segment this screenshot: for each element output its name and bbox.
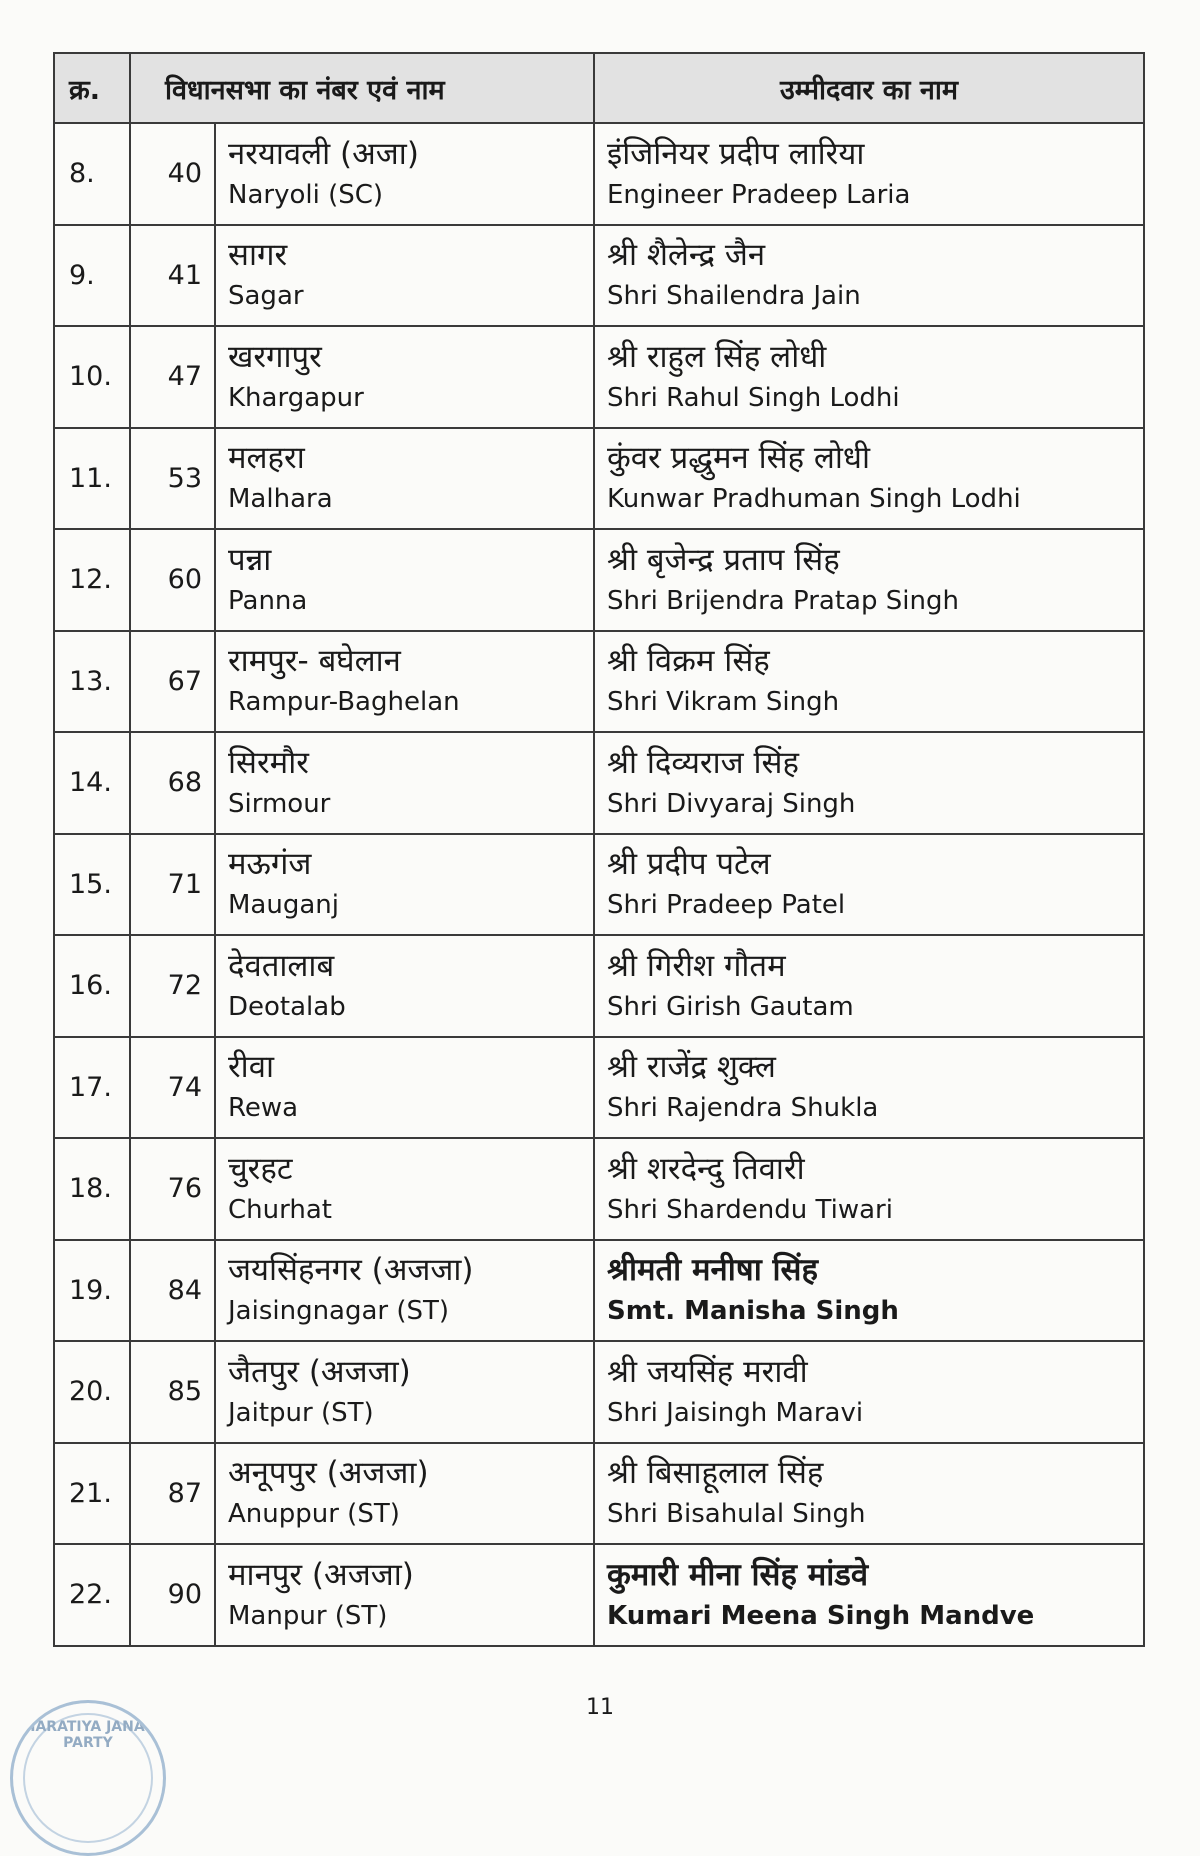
- constituency-number: 87: [130, 1443, 215, 1545]
- table-row: [54, 935, 1144, 1037]
- constituency-number: 84: [130, 1240, 215, 1342]
- constituency-name-english: Manpur (ST): [228, 1600, 388, 1631]
- constituency-name-english: Malhara: [228, 484, 333, 515]
- constituency-name-hindi: रामपुर- बघेलान: [228, 643, 401, 680]
- row-serial: 13.: [54, 631, 130, 733]
- candidate-name-english: Shri Girish Gautam: [607, 991, 854, 1022]
- constituency-name-english: Mauganj: [228, 890, 339, 921]
- constituency-name-hindi: खरगापुर: [228, 338, 322, 375]
- table-body: [54, 123, 1144, 1646]
- candidate-name-english: Smt. Manisha Singh: [607, 1296, 899, 1327]
- candidate-name-english: Shri Vikram Singh: [607, 687, 840, 718]
- candidate-table: [53, 52, 1145, 1647]
- table-row: [54, 1138, 1144, 1240]
- table-row: [54, 1240, 1144, 1342]
- candidate-name-english: Shri Shardendu Tiwari: [607, 1194, 893, 1225]
- constituency-name-english: Anuppur (ST): [228, 1499, 400, 1530]
- candidate-name-hindi: श्री शैलेन्द्र जैन: [607, 237, 766, 274]
- constituency-cell: [215, 1443, 594, 1545]
- constituency-cell: [215, 834, 594, 936]
- candidate-cell: [594, 529, 1144, 631]
- seal-text: BHARATIYA JANATA PARTY: [13, 1719, 163, 1751]
- candidate-name-english: Kumari Meena Singh Mandve: [607, 1600, 1035, 1631]
- table-row: [54, 529, 1144, 631]
- candidate-name-hindi: श्री राहुल सिंह लोधी: [607, 338, 827, 375]
- constituency-name-hindi: रीवा: [228, 1049, 274, 1086]
- row-serial: 12.: [54, 529, 130, 631]
- constituency-name-english: Khargapur: [228, 382, 364, 413]
- candidate-name-english: Kunwar Pradhuman Singh Lodhi: [607, 484, 1021, 515]
- candidate-name-hindi: श्री जयसिंह मरावी: [607, 1353, 808, 1390]
- constituency-name-english: Naryoli (SC): [228, 179, 384, 210]
- constituency-number: 71: [130, 834, 215, 936]
- row-serial: 19.: [54, 1240, 130, 1342]
- party-seal-stamp: [10, 1700, 166, 1856]
- constituency-name-english: Jaitpur (ST): [228, 1397, 374, 1428]
- row-serial: 21.: [54, 1443, 130, 1545]
- constituency-name-hindi: पन्ना: [228, 541, 272, 578]
- row-serial: 20.: [54, 1341, 130, 1443]
- candidate-cell: [594, 1037, 1144, 1139]
- candidate-cell: [594, 225, 1144, 327]
- candidate-name-english: Shri Brijendra Pratap Singh: [607, 585, 959, 616]
- constituency-cell: [215, 225, 594, 327]
- candidate-name-english: Shri Shailendra Jain: [607, 281, 861, 312]
- candidate-cell: [594, 1240, 1144, 1342]
- candidate-cell: [594, 732, 1144, 834]
- constituency-name-hindi: मानपुर (अजजा): [228, 1556, 414, 1593]
- candidate-cell: [594, 326, 1144, 428]
- constituency-name-english: Rampur-Baghelan: [228, 687, 460, 718]
- constituency-cell: [215, 428, 594, 530]
- constituency-name-hindi: अनूपपुर (अजजा): [228, 1455, 429, 1492]
- constituency-name-hindi: मऊगंज: [228, 846, 312, 883]
- constituency-cell: [215, 1138, 594, 1240]
- candidate-name-hindi: कुंवर प्रद्धुमन सिंह लोधी: [607, 440, 871, 477]
- header-serial: क्र.: [54, 53, 130, 123]
- constituency-name-english: Deotalab: [228, 991, 346, 1022]
- constituency-number: 47: [130, 326, 215, 428]
- table-row: [54, 834, 1144, 936]
- header-candidate: उम्मीदवार का नाम: [594, 53, 1144, 123]
- candidate-name-english: Shri Rahul Singh Lodhi: [607, 382, 900, 413]
- constituency-name-hindi: चुरहट: [228, 1150, 293, 1187]
- table-row: [54, 1341, 1144, 1443]
- candidate-name-hindi: श्रीमती मनीषा सिंह: [607, 1252, 818, 1289]
- constituency-cell: [215, 123, 594, 225]
- constituency-cell: [215, 935, 594, 1037]
- table-row: [54, 1544, 1144, 1646]
- table-row: [54, 631, 1144, 733]
- candidate-name-hindi: श्री विक्रम सिंह: [607, 643, 770, 680]
- row-serial: 18.: [54, 1138, 130, 1240]
- constituency-cell: [215, 732, 594, 834]
- constituency-number: 41: [130, 225, 215, 327]
- constituency-name-hindi: सिरमौर: [228, 744, 309, 781]
- constituency-cell: [215, 1240, 594, 1342]
- candidate-name-english: Engineer Pradeep Laria: [607, 179, 911, 210]
- row-serial: 15.: [54, 834, 130, 936]
- constituency-name-hindi: नरयावली (अजा): [228, 135, 419, 172]
- constituency-cell: [215, 1544, 594, 1646]
- candidate-cell: [594, 631, 1144, 733]
- candidate-list-page: [53, 52, 1143, 1647]
- candidate-name-hindi: श्री प्रदीप पटेल: [607, 846, 771, 883]
- row-serial: 11.: [54, 428, 130, 530]
- row-serial: 10.: [54, 326, 130, 428]
- constituency-name-hindi: देवतालाब: [228, 947, 335, 984]
- page-number: 11: [586, 1695, 614, 1720]
- constituency-name-english: Churhat: [228, 1194, 332, 1225]
- candidate-name-hindi: श्री शरदेन्दु तिवारी: [607, 1150, 805, 1187]
- constituency-cell: [215, 631, 594, 733]
- candidate-name-hindi: श्री गिरीश गौतम: [607, 947, 786, 984]
- constituency-number: 85: [130, 1341, 215, 1443]
- table-row: [54, 1443, 1144, 1545]
- candidate-name-hindi: श्री बृजेन्द्र प्रताप सिंह: [607, 541, 840, 578]
- candidate-cell: [594, 1544, 1144, 1646]
- constituency-number: 53: [130, 428, 215, 530]
- table-row: [54, 326, 1144, 428]
- table-header-row: [54, 53, 1144, 123]
- candidate-cell: [594, 935, 1144, 1037]
- candidate-name-hindi: श्री राजेंद्र शुक्ल: [607, 1049, 776, 1086]
- constituency-cell: [215, 326, 594, 428]
- constituency-number: 68: [130, 732, 215, 834]
- constituency-cell: [215, 529, 594, 631]
- constituency-name-english: Sirmour: [228, 788, 331, 819]
- constituency-number: 67: [130, 631, 215, 733]
- table-row: [54, 123, 1144, 225]
- constituency-number: 90: [130, 1544, 215, 1646]
- candidate-name-english: Shri Jaisingh Maravi: [607, 1397, 864, 1428]
- constituency-number: 60: [130, 529, 215, 631]
- constituency-cell: [215, 1341, 594, 1443]
- candidate-name-hindi: कुमारी मीना सिंह मांडवे: [607, 1556, 869, 1593]
- candidate-name-english: Shri Rajendra Shukla: [607, 1093, 879, 1124]
- table-row: [54, 732, 1144, 834]
- constituency-cell: [215, 1037, 594, 1139]
- constituency-name-hindi: सागर: [228, 237, 288, 274]
- candidate-name-english: Shri Bisahulal Singh: [607, 1499, 866, 1530]
- row-serial: 22.: [54, 1544, 130, 1646]
- constituency-name-hindi: जैतपुर (अजजा): [228, 1353, 411, 1390]
- row-serial: 16.: [54, 935, 130, 1037]
- constituency-name-english: Jaisingnagar (ST): [228, 1296, 450, 1327]
- constituency-number: 74: [130, 1037, 215, 1139]
- constituency-name-hindi: मलहरा: [228, 440, 305, 477]
- constituency-number: 40: [130, 123, 215, 225]
- header-constituency: विधानसभा का नंबर एवं नाम: [130, 53, 594, 123]
- candidate-cell: [594, 834, 1144, 936]
- constituency-name-english: Sagar: [228, 281, 304, 312]
- constituency-name-hindi: जयसिंहनगर (अजजा): [228, 1252, 474, 1289]
- candidate-name-english: Shri Pradeep Patel: [607, 890, 846, 921]
- table-row: [54, 428, 1144, 530]
- candidate-name-hindi: इंजिनियर प्रदीप लारिया: [607, 135, 865, 172]
- candidate-cell: [594, 1443, 1144, 1545]
- constituency-number: 72: [130, 935, 215, 1037]
- candidate-cell: [594, 123, 1144, 225]
- table-row: [54, 1037, 1144, 1139]
- constituency-name-english: Panna: [228, 585, 308, 616]
- row-serial: 17.: [54, 1037, 130, 1139]
- candidate-cell: [594, 1341, 1144, 1443]
- candidate-name-english: Shri Divyaraj Singh: [607, 788, 856, 819]
- candidate-name-hindi: श्री बिसाहूलाल सिंह: [607, 1455, 824, 1492]
- constituency-number: 76: [130, 1138, 215, 1240]
- constituency-name-english: Rewa: [228, 1093, 299, 1124]
- row-serial: 8.: [54, 123, 130, 225]
- candidate-cell: [594, 428, 1144, 530]
- table-row: [54, 225, 1144, 327]
- candidate-name-hindi: श्री दिव्यराज सिंह: [607, 744, 799, 781]
- row-serial: 9.: [54, 225, 130, 327]
- candidate-cell: [594, 1138, 1144, 1240]
- row-serial: 14.: [54, 732, 130, 834]
